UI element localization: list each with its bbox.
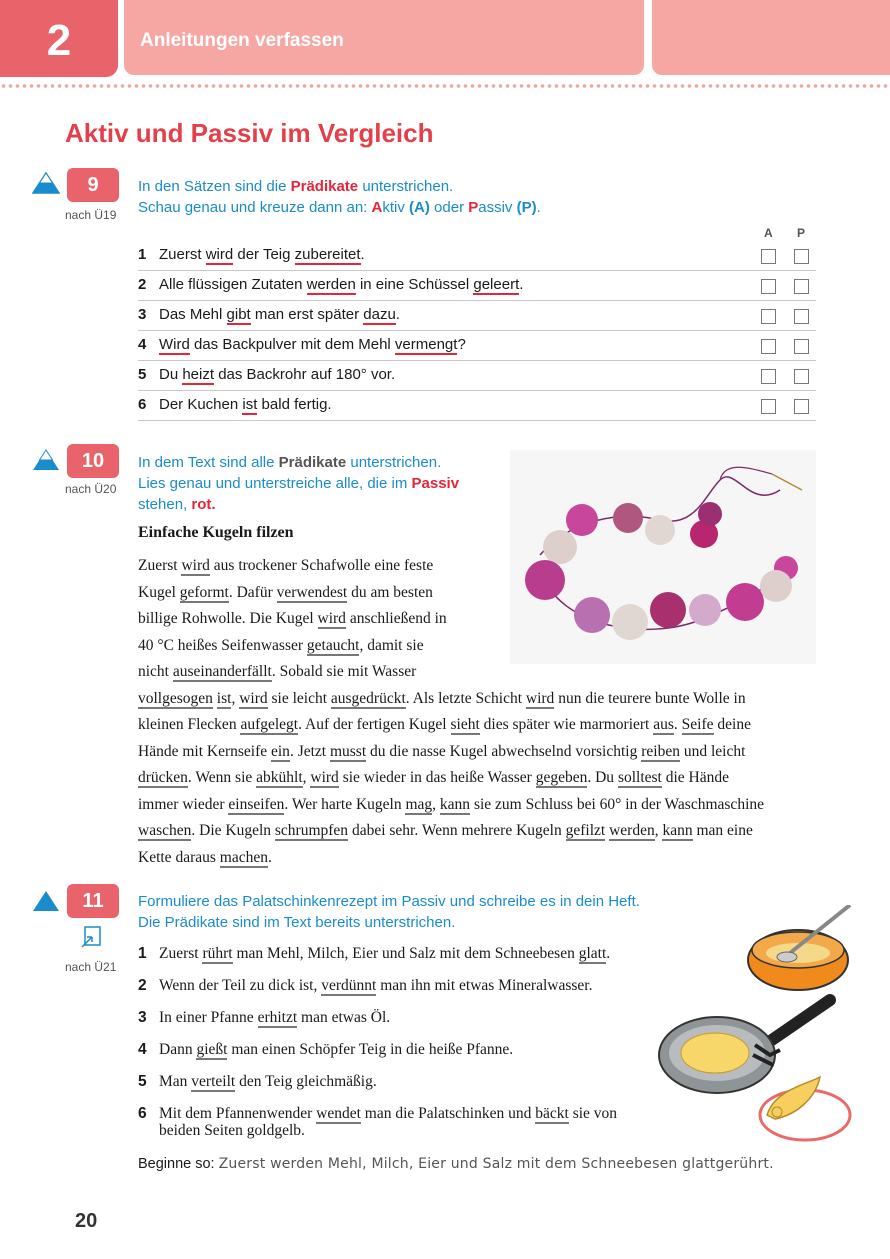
table-row	[138, 271, 816, 301]
level-pyramid-icon	[32, 449, 60, 471]
sentence-text: .	[606, 945, 611, 962]
checkbox-passiv[interactable]	[794, 249, 809, 264]
exercise-reference: nach Ü19	[65, 208, 117, 222]
exercise-10-instruction: In dem Text sind alle Prädikate unterstrichen. Lies genau und unterstreiche alle, die im Passiv stehen, rot.	[138, 454, 460, 513]
checkbox-aktiv[interactable]	[761, 369, 776, 384]
text-heading: Einfache Kugeln filzen	[138, 524, 294, 541]
checkbox-aktiv[interactable]	[761, 339, 776, 354]
exercise-reference: nach Ü21	[65, 960, 117, 974]
exercise-number-11: 11	[67, 884, 119, 918]
item-6-continuation: beiden Seiten goldgelb.	[159, 1122, 305, 1139]
sentence-text: man einen Schöpfer Teig in die heiße Pfanne.	[227, 1041, 514, 1058]
checkbox-passiv[interactable]	[794, 399, 809, 414]
item-number: 2	[138, 977, 147, 994]
checkbox-aktiv[interactable]	[761, 309, 776, 324]
predicate: gießt	[196, 1041, 228, 1058]
row-number: 1	[138, 246, 147, 263]
predicate: gibt	[226, 306, 251, 323]
sentence-text: Der Kuchen	[159, 396, 243, 413]
table-row	[138, 241, 816, 271]
predicate: werden	[306, 276, 356, 293]
table-row	[138, 331, 816, 361]
notebook-write-icon	[80, 925, 102, 949]
list-item	[138, 970, 592, 1002]
predicate: Wird	[159, 336, 190, 353]
sentence-text: Alle flüssigen Zutaten	[159, 276, 307, 293]
pancake-pan-illustration	[655, 905, 855, 1145]
predicate: heizt	[182, 366, 215, 383]
row-number: 2	[138, 276, 147, 293]
sentence-text: man erst später	[250, 306, 364, 323]
row-number: 5	[138, 366, 147, 383]
sentence-text: Du	[159, 366, 183, 383]
sentence-text: Das Mehl	[159, 306, 227, 323]
predicate: bäckt	[535, 1105, 569, 1122]
predicate: glatt	[578, 945, 607, 962]
sentence-text: das Backpulver mit dem Mehl	[189, 336, 395, 353]
predicate: vermengt	[394, 336, 458, 353]
list-item	[138, 1034, 513, 1066]
predicate: zubereitet	[294, 246, 361, 263]
exercise-9-instruction: In den Sätzen sind die Prädikate unterstrichen. Schau genau und kreuze dann an: Aktiv (A) oder Passiv (P).	[138, 178, 541, 216]
exercise-11-instruction: Formuliere das Palatschinkenrezept im Passiv und schreibe es in dein Heft. Die Prädikate sind im Text bereits unterstrichen.	[138, 893, 640, 931]
predicate: wendet	[316, 1105, 361, 1122]
sentence-text: Mit dem Pfannenwender	[159, 1105, 317, 1122]
felting-text: Zuerst wird aus trockener Schafwolle eine feste Kugel geformt. Dafür verwendest du am besten billige Rohwolle. Die Kugel wird anschließend in 40 °C heißes Seifenwasser getaucht, damit sie nicht auseinanderfällt. Sobald sie mit Wasser vollgesogen ist, wird sie leicht ausgedrückt. Als letzte Schicht wird nun die teurere bunte Wolle in kleinen Flecken aufgelegt. Auf der fertigen Kugel sieht dies später wie marmoriert aus. Seife deine Hände mit Kernseife ein. Jetzt musst du die nasse Kugel abwechselnd vorsichtig reiben und leicht drücken. Wenn sie abkühlt, wird sie wieder in das heiße Wasser gegeben. Du solltest die Hände immer wieder einseifen. Wer harte Kugeln mag, kann sie zum Schluss bei 60° in der Waschmaschine waschen. Die Kugeln schrumpfen dabei sehr. Wenn mehrere Kugeln gefilzt werden, kann man eine Kette daraus machen.	[138, 557, 765, 866]
start-hint: Beginne so: Zuerst werden Mehl, Milch, Eier und Salz mit dem Schneebesen glattgerührt.	[138, 1156, 774, 1172]
item-number: 6	[138, 1105, 147, 1122]
sentence-text: Zuerst	[159, 246, 206, 263]
sentence-text: Dann	[159, 1041, 197, 1058]
column-label-a: A	[764, 226, 773, 240]
predicate: wird	[205, 246, 234, 263]
sentence-text: man etwas Öl.	[297, 1009, 391, 1026]
predicate: ist	[242, 396, 258, 413]
item-number: 3	[138, 1009, 147, 1026]
start-example: Zuerst werden Mehl, Milch, Eier und Salz mit dem Schneebesen glattgerührt.	[218, 1156, 774, 1172]
row-number: 4	[138, 336, 147, 353]
sentence-text: man ihn mit etwas Mineralwasser.	[376, 977, 593, 994]
sentence-text: ?	[457, 336, 466, 353]
sentence-text: sie von	[568, 1105, 618, 1122]
sentence-text: man Mehl, Milch, Eier und Salz mit dem Schneebesen	[232, 945, 579, 962]
table-row	[138, 301, 816, 331]
sentence-text: .	[519, 276, 524, 293]
checkbox-aktiv[interactable]	[761, 279, 776, 294]
exercise-number-10: 10	[67, 444, 119, 478]
predicate: dazu	[363, 306, 396, 323]
sentence-text: .	[395, 306, 400, 323]
checkbox-passiv[interactable]	[794, 279, 809, 294]
sentence-text: .	[360, 246, 365, 263]
item-number: 5	[138, 1073, 147, 1090]
checkbox-passiv[interactable]	[794, 369, 809, 384]
header-bar-right	[652, 0, 890, 75]
row-number: 3	[138, 306, 147, 323]
column-label-p: P	[797, 226, 806, 240]
list-item	[138, 1002, 390, 1034]
table-row	[138, 361, 816, 391]
level-pyramid-icon	[32, 172, 60, 194]
level-pyramid-icon	[32, 890, 60, 912]
checkbox-passiv[interactable]	[794, 339, 809, 354]
list-item	[138, 938, 610, 970]
sentence-text: man die Palatschinken und	[360, 1105, 536, 1122]
sentence-text: bald fertig.	[257, 396, 332, 413]
chapter-number: 2	[0, 0, 118, 77]
chapter-title: Anleitungen verfassen	[140, 30, 344, 51]
row-number: 6	[138, 396, 147, 413]
sentence-text: den Teig gleichmäßig.	[235, 1073, 377, 1090]
predicate: erhitzt	[257, 1009, 298, 1026]
dotted-divider	[0, 83, 890, 89]
checkbox-aktiv[interactable]	[761, 249, 776, 264]
item-number: 4	[138, 1041, 147, 1058]
item-number: 1	[138, 945, 147, 962]
sentence-text: Man	[159, 1073, 192, 1090]
page-title: Aktiv und Passiv im Vergleich	[65, 118, 434, 148]
sentence-text: Wenn der Teil zu dick ist,	[159, 977, 322, 994]
exercise-number-9: 9	[67, 168, 119, 202]
checkbox-passiv[interactable]	[794, 309, 809, 324]
predicate: verteilt	[191, 1073, 236, 1090]
sentence-text: In einer Pfanne	[159, 1009, 258, 1026]
sentence-text: das Backrohr auf 180° vor.	[214, 366, 396, 383]
predicate: rührt	[202, 945, 233, 962]
predicate: verdünnt	[321, 977, 377, 994]
sentence-text: der Teig	[233, 246, 295, 263]
page-number: 20	[75, 1210, 98, 1232]
checkbox-aktiv[interactable]	[761, 399, 776, 414]
predicate: geleert	[473, 276, 520, 293]
sentence-text: in eine Schüssel	[355, 276, 474, 293]
list-item	[138, 1066, 377, 1098]
table-row	[138, 391, 816, 421]
sentence-text: Zuerst	[159, 945, 203, 962]
exercise-reference: nach Ü20	[65, 482, 117, 496]
